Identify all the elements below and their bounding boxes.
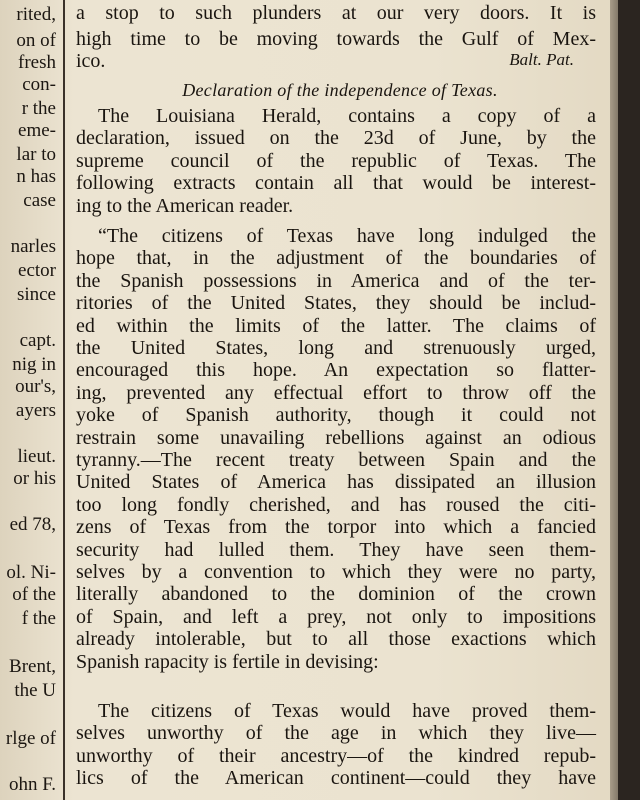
left-column-fragment [0, 0, 58, 800]
article-line: hope that, in the adjustment of the boundaries of [76, 247, 596, 270]
article-line: lics of the American continent—could they have [76, 767, 596, 790]
left-column-line: rlge of [5, 728, 56, 749]
left-column-line: the U [14, 680, 56, 701]
article-line: security had lulled them. They have seen them- [76, 538, 596, 561]
article-line: ing, prevented any effectual effort to throw off the [76, 381, 596, 404]
article-line: ritories of the United States, they should be includ- [76, 292, 596, 315]
left-column-line: rited, [16, 4, 56, 25]
left-column-line: case [23, 190, 56, 211]
left-column-line: our's, [15, 376, 56, 397]
article-line: encouraged this hope. An expectation so flatter- [76, 359, 596, 382]
article-line: supreme council of the republic of Texas. The [76, 149, 596, 172]
left-column-line: lar to [16, 144, 56, 165]
page-edge-shadow [610, 0, 618, 800]
article-line: “The citizens of Texas have long indulged the [98, 225, 596, 247]
left-column-line: ayers [15, 400, 56, 421]
left-column-line: nig in [12, 354, 56, 375]
left-column-line: of the [12, 584, 56, 605]
left-column-line: or his [13, 468, 56, 489]
left-column-line: ed 78, [9, 514, 56, 535]
article-line: Spanish rapacity is fertile in devising: [76, 650, 379, 673]
article-line: United States of America has dissipated an illusion [76, 471, 596, 494]
article-line: ed within the limits of the latter. The claims of [76, 314, 596, 337]
left-column-line: ector [18, 260, 56, 281]
article-heading: Declaration of the independence of Texas. [182, 80, 498, 100]
article-line: following extracts contain all that would be interest- [76, 172, 596, 195]
left-column-line: con- [22, 74, 56, 95]
article-line: ico. [76, 50, 106, 72]
article-line: The citizens of Texas would have proved them- [98, 700, 596, 722]
article-line: tyranny.—The recent treaty between Spain and the [76, 449, 596, 471]
article-line: selves unworthy of the age in which they live— [76, 722, 596, 745]
left-column-line: on of [16, 30, 56, 51]
source-credit: Balt. Pat. [509, 50, 574, 69]
article-line: selves by a convention to which they were no party, [76, 561, 596, 583]
left-column-line: r the [21, 98, 56, 119]
left-column-line: Brent, [9, 656, 56, 677]
left-column-line: fresh [18, 52, 56, 73]
article-line: yoke of Spanish authority, though it could not [76, 404, 596, 427]
article-line: declaration, issued on the 23d of June, by the [76, 127, 596, 150]
left-column-line: eme- [18, 120, 56, 141]
article-line: the Spanish possessions in America and of the ter- [76, 269, 596, 292]
article-line: restrain some unavailing rebellions against an odious [76, 426, 596, 449]
left-column-line: ol. Ni- [6, 562, 56, 583]
article-line: the United States, long and strenuously urged, [76, 337, 596, 359]
article-line: already intolerable, but to all those exactions which [76, 628, 596, 651]
left-column-line: narles [10, 236, 56, 257]
article-line: literally abandoned to the dominion of the crown [76, 583, 596, 606]
article-line: The Louisiana Herald, contains a copy of a [98, 105, 596, 127]
article-line: of Spain, and left a prey, not only to impositions [76, 605, 596, 628]
article-line: high time to be moving towards the Gulf of Mex- [76, 28, 596, 50]
article-line: a stop to such plunders at our very doors. It is [76, 2, 596, 24]
article-line: unworthy of their ancestry—of the kindred repub- [76, 744, 596, 767]
column-rule [63, 0, 65, 800]
article-line: too long fondly cherished, and has roused the citi- [76, 493, 596, 516]
article-line: ing to the American reader. [76, 194, 294, 217]
article-line: zens of Texas from the torpor into which a fancied [76, 516, 596, 539]
left-column-line: n has [16, 166, 56, 187]
left-column-line: lieut. [17, 446, 56, 467]
left-column-line: f the [21, 608, 56, 629]
left-column-line: since [16, 284, 56, 305]
left-column-line: capt. [19, 330, 56, 351]
left-column-line: ohn F. [8, 774, 56, 795]
